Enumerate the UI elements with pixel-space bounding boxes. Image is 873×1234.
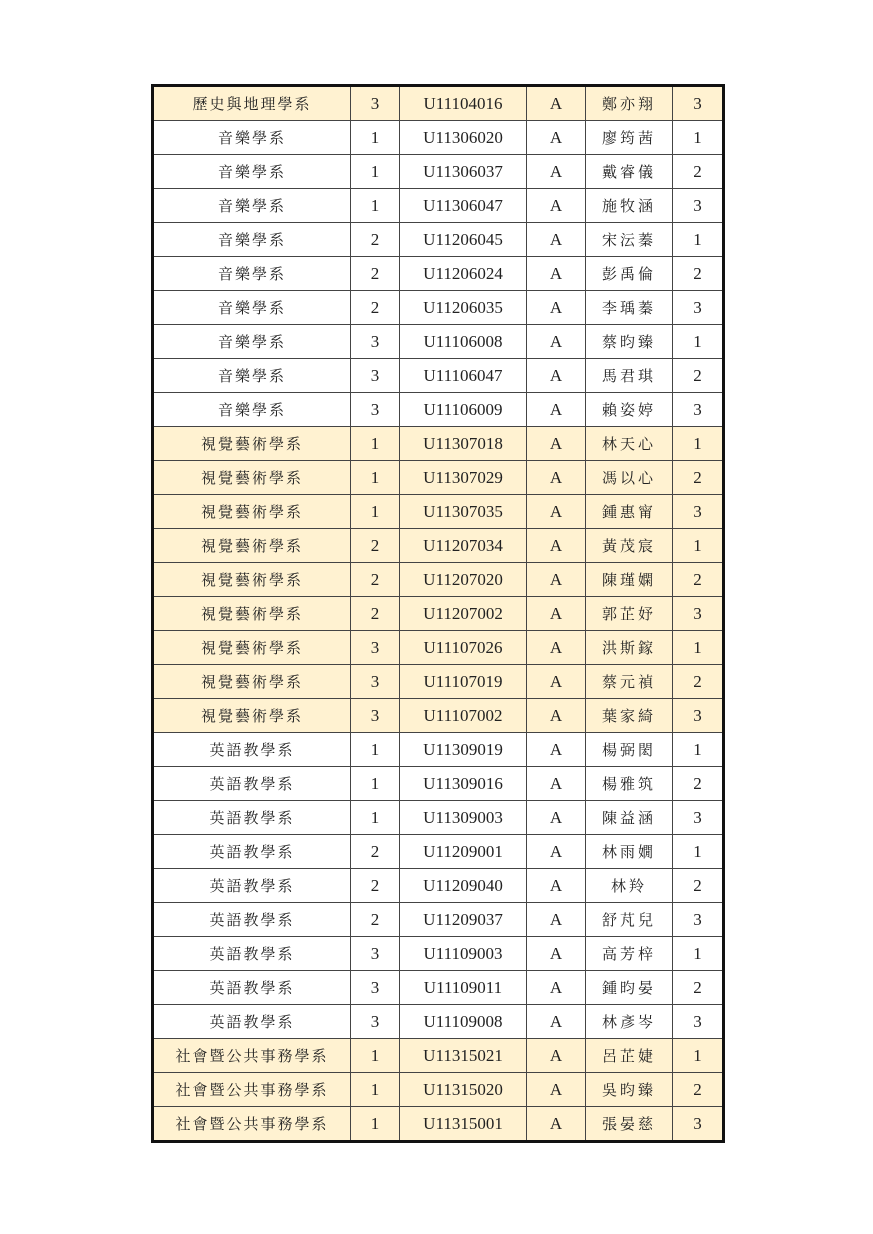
student-id-cell: U11106009 [400,393,527,427]
rank-cell: 2 [673,155,724,189]
rank-cell: 2 [673,767,724,801]
table-row [153,1073,724,1107]
rank-cell: 3 [673,495,724,529]
rank-cell: 3 [673,699,724,733]
department-cell: 視覺藝術學系 [153,597,351,631]
table-row [153,121,724,155]
student-id-cell: U11109008 [400,1005,527,1039]
grade-cell: 1 [351,1039,400,1073]
roster-body [153,86,724,1142]
table-row [153,801,724,835]
student-name-cell: 施牧涵 [586,189,673,223]
grade-cell: 3 [351,393,400,427]
department-cell: 英語教學系 [153,733,351,767]
student-name-cell: 鄭亦翔 [586,86,673,121]
class-cell: A [527,155,586,189]
table-row [153,733,724,767]
department-cell: 視覺藝術學系 [153,495,351,529]
student-name-cell: 鍾惠甯 [586,495,673,529]
department-cell: 音樂學系 [153,189,351,223]
grade-cell: 1 [351,801,400,835]
student-id-cell: U11306020 [400,121,527,155]
department-cell: 視覺藝術學系 [153,427,351,461]
table-row [153,869,724,903]
department-cell: 社會暨公共事務學系 [153,1039,351,1073]
rank-cell: 3 [673,189,724,223]
rank-cell: 3 [673,1107,724,1142]
student-id-cell: U11315020 [400,1073,527,1107]
student-name-cell: 陳瑾嫻 [586,563,673,597]
grade-cell: 2 [351,835,400,869]
class-cell: A [527,733,586,767]
student-id-cell: U11206035 [400,291,527,325]
student-name-cell: 洪斯鎵 [586,631,673,665]
student-id-cell: U11104016 [400,86,527,121]
grade-cell: 2 [351,223,400,257]
student-id-cell: U11315021 [400,1039,527,1073]
rank-cell: 2 [673,1073,724,1107]
department-cell: 視覺藝術學系 [153,529,351,563]
grade-cell: 1 [351,767,400,801]
rank-cell: 1 [673,631,724,665]
grade-cell: 3 [351,359,400,393]
table-row [153,359,724,393]
department-cell: 音樂學系 [153,325,351,359]
table-row [153,665,724,699]
department-cell: 視覺藝術學系 [153,699,351,733]
rank-cell: 2 [673,665,724,699]
grade-cell: 1 [351,495,400,529]
department-cell: 音樂學系 [153,393,351,427]
student-name-cell: 林彥岑 [586,1005,673,1039]
class-cell: A [527,563,586,597]
table-row [153,767,724,801]
class-cell: A [527,223,586,257]
grade-cell: 2 [351,597,400,631]
table-row [153,223,724,257]
rank-cell: 2 [673,563,724,597]
student-name-cell: 林雨嫺 [586,835,673,869]
student-id-cell: U11109003 [400,937,527,971]
student-name-cell: 戴睿儀 [586,155,673,189]
rank-cell: 3 [673,597,724,631]
class-cell: A [527,971,586,1005]
department-cell: 英語教學系 [153,971,351,1005]
student-name-cell: 林羚 [586,869,673,903]
grade-cell: 3 [351,1005,400,1039]
class-cell: A [527,631,586,665]
student-id-cell: U11306037 [400,155,527,189]
student-id-cell: U11207020 [400,563,527,597]
student-id-cell: U11206024 [400,257,527,291]
table-row [153,563,724,597]
grade-cell: 3 [351,937,400,971]
student-name-cell: 黃茂宸 [586,529,673,563]
student-id-cell: U11306047 [400,189,527,223]
table-row [153,257,724,291]
student-id-cell: U11107026 [400,631,527,665]
student-id-cell: U11107002 [400,699,527,733]
student-id-cell: U11106008 [400,325,527,359]
student-id-cell: U11209001 [400,835,527,869]
student-name-cell: 林天心 [586,427,673,461]
department-cell: 英語教學系 [153,1005,351,1039]
rank-cell: 1 [673,733,724,767]
table-row [153,393,724,427]
department-cell: 英語教學系 [153,767,351,801]
department-cell: 英語教學系 [153,937,351,971]
grade-cell: 3 [351,86,400,121]
class-cell: A [527,869,586,903]
department-cell: 視覺藝術學系 [153,461,351,495]
table-row [153,529,724,563]
grade-cell: 1 [351,427,400,461]
student-name-cell: 陳益涵 [586,801,673,835]
student-id-cell: U11207002 [400,597,527,631]
rank-cell: 1 [673,223,724,257]
class-cell: A [527,699,586,733]
class-cell: A [527,665,586,699]
class-cell: A [527,1073,586,1107]
table-row [153,155,724,189]
rank-cell: 3 [673,801,724,835]
student-id-cell: U11106047 [400,359,527,393]
grade-cell: 2 [351,563,400,597]
department-cell: 歷史與地理學系 [153,86,351,121]
rank-cell: 1 [673,427,724,461]
class-cell: A [527,597,586,631]
student-name-cell: 郭芷妤 [586,597,673,631]
rank-cell: 1 [673,121,724,155]
student-id-cell: U11309019 [400,733,527,767]
department-cell: 英語教學系 [153,801,351,835]
student-name-cell: 張晏慈 [586,1107,673,1142]
rank-cell: 3 [673,903,724,937]
student-name-cell: 葉家綺 [586,699,673,733]
student-name-cell: 彭禹倫 [586,257,673,291]
table-row [153,1039,724,1073]
rank-cell: 1 [673,1039,724,1073]
table-row [153,189,724,223]
rank-cell: 3 [673,1005,724,1039]
rank-cell: 3 [673,86,724,121]
grade-cell: 1 [351,1073,400,1107]
student-id-cell: U11307029 [400,461,527,495]
table-row [153,291,724,325]
class-cell: A [527,121,586,155]
department-cell: 視覺藝術學系 [153,665,351,699]
rank-cell: 1 [673,325,724,359]
student-id-cell: U11207034 [400,529,527,563]
grade-cell: 2 [351,869,400,903]
table-row [153,937,724,971]
student-roster-table [151,84,725,1143]
rank-cell: 2 [673,461,724,495]
rank-cell: 2 [673,359,724,393]
department-cell: 音樂學系 [153,359,351,393]
department-cell: 音樂學系 [153,121,351,155]
student-id-cell: U11107019 [400,665,527,699]
department-cell: 音樂學系 [153,155,351,189]
class-cell: A [527,1005,586,1039]
student-id-cell: U11309016 [400,767,527,801]
grade-cell: 1 [351,155,400,189]
table-row [153,971,724,1005]
table-row [153,427,724,461]
rank-cell: 1 [673,529,724,563]
student-id-cell: U11209040 [400,869,527,903]
grade-cell: 2 [351,257,400,291]
class-cell: A [527,291,586,325]
department-cell: 音樂學系 [153,257,351,291]
class-cell: A [527,801,586,835]
rank-cell: 3 [673,393,724,427]
grade-cell: 3 [351,325,400,359]
department-cell: 音樂學系 [153,223,351,257]
class-cell: A [527,767,586,801]
grade-cell: 3 [351,665,400,699]
table-row [153,835,724,869]
table-row [153,903,724,937]
department-cell: 英語教學系 [153,869,351,903]
class-cell: A [527,461,586,495]
student-name-cell: 吳昀臻 [586,1073,673,1107]
class-cell: A [527,325,586,359]
student-id-cell: U11307018 [400,427,527,461]
table-row [153,325,724,359]
grade-cell: 1 [351,461,400,495]
department-cell: 英語教學系 [153,835,351,869]
student-name-cell: 廖筠茜 [586,121,673,155]
grade-cell: 2 [351,529,400,563]
student-name-cell: 蔡元禎 [586,665,673,699]
table-row [153,495,724,529]
rank-cell: 1 [673,937,724,971]
student-id-cell: U11309003 [400,801,527,835]
class-cell: A [527,1107,586,1142]
student-id-cell: U11109011 [400,971,527,1005]
department-cell: 社會暨公共事務學系 [153,1073,351,1107]
student-name-cell: 宋沄蓁 [586,223,673,257]
rank-cell: 2 [673,257,724,291]
class-cell: A [527,359,586,393]
student-name-cell: 舒芃兒 [586,903,673,937]
table-row [153,597,724,631]
department-cell: 社會暨公共事務學系 [153,1107,351,1142]
department-cell: 英語教學系 [153,903,351,937]
table-row [153,1005,724,1039]
student-name-cell: 賴姿婷 [586,393,673,427]
table-row [153,699,724,733]
rank-cell: 2 [673,971,724,1005]
grade-cell: 3 [351,971,400,1005]
grade-cell: 2 [351,291,400,325]
student-name-cell: 高芳梓 [586,937,673,971]
department-cell: 視覺藝術學系 [153,631,351,665]
student-id-cell: U11209037 [400,903,527,937]
class-cell: A [527,427,586,461]
table-row [153,86,724,121]
class-cell: A [527,529,586,563]
grade-cell: 1 [351,121,400,155]
table-row [153,1107,724,1142]
student-id-cell: U11315001 [400,1107,527,1142]
table-row [153,461,724,495]
grade-cell: 1 [351,733,400,767]
grade-cell: 1 [351,189,400,223]
rank-cell: 2 [673,869,724,903]
student-name-cell: 呂芷婕 [586,1039,673,1073]
department-cell: 視覺藝術學系 [153,563,351,597]
class-cell: A [527,835,586,869]
class-cell: A [527,495,586,529]
student-name-cell: 楊雅筑 [586,767,673,801]
class-cell: A [527,393,586,427]
student-name-cell: 李瑀蓁 [586,291,673,325]
grade-cell: 1 [351,1107,400,1142]
rank-cell: 1 [673,835,724,869]
grade-cell: 3 [351,699,400,733]
class-cell: A [527,937,586,971]
student-name-cell: 馬君琪 [586,359,673,393]
student-name-cell: 蔡昀臻 [586,325,673,359]
rank-cell: 3 [673,291,724,325]
student-name-cell: 鍾昀晏 [586,971,673,1005]
student-name-cell: 馮以心 [586,461,673,495]
class-cell: A [527,86,586,121]
student-id-cell: U11206045 [400,223,527,257]
class-cell: A [527,189,586,223]
class-cell: A [527,1039,586,1073]
student-id-cell: U11307035 [400,495,527,529]
grade-cell: 3 [351,631,400,665]
department-cell: 音樂學系 [153,291,351,325]
table-row [153,631,724,665]
student-name-cell: 楊弼閎 [586,733,673,767]
class-cell: A [527,903,586,937]
grade-cell: 2 [351,903,400,937]
class-cell: A [527,257,586,291]
